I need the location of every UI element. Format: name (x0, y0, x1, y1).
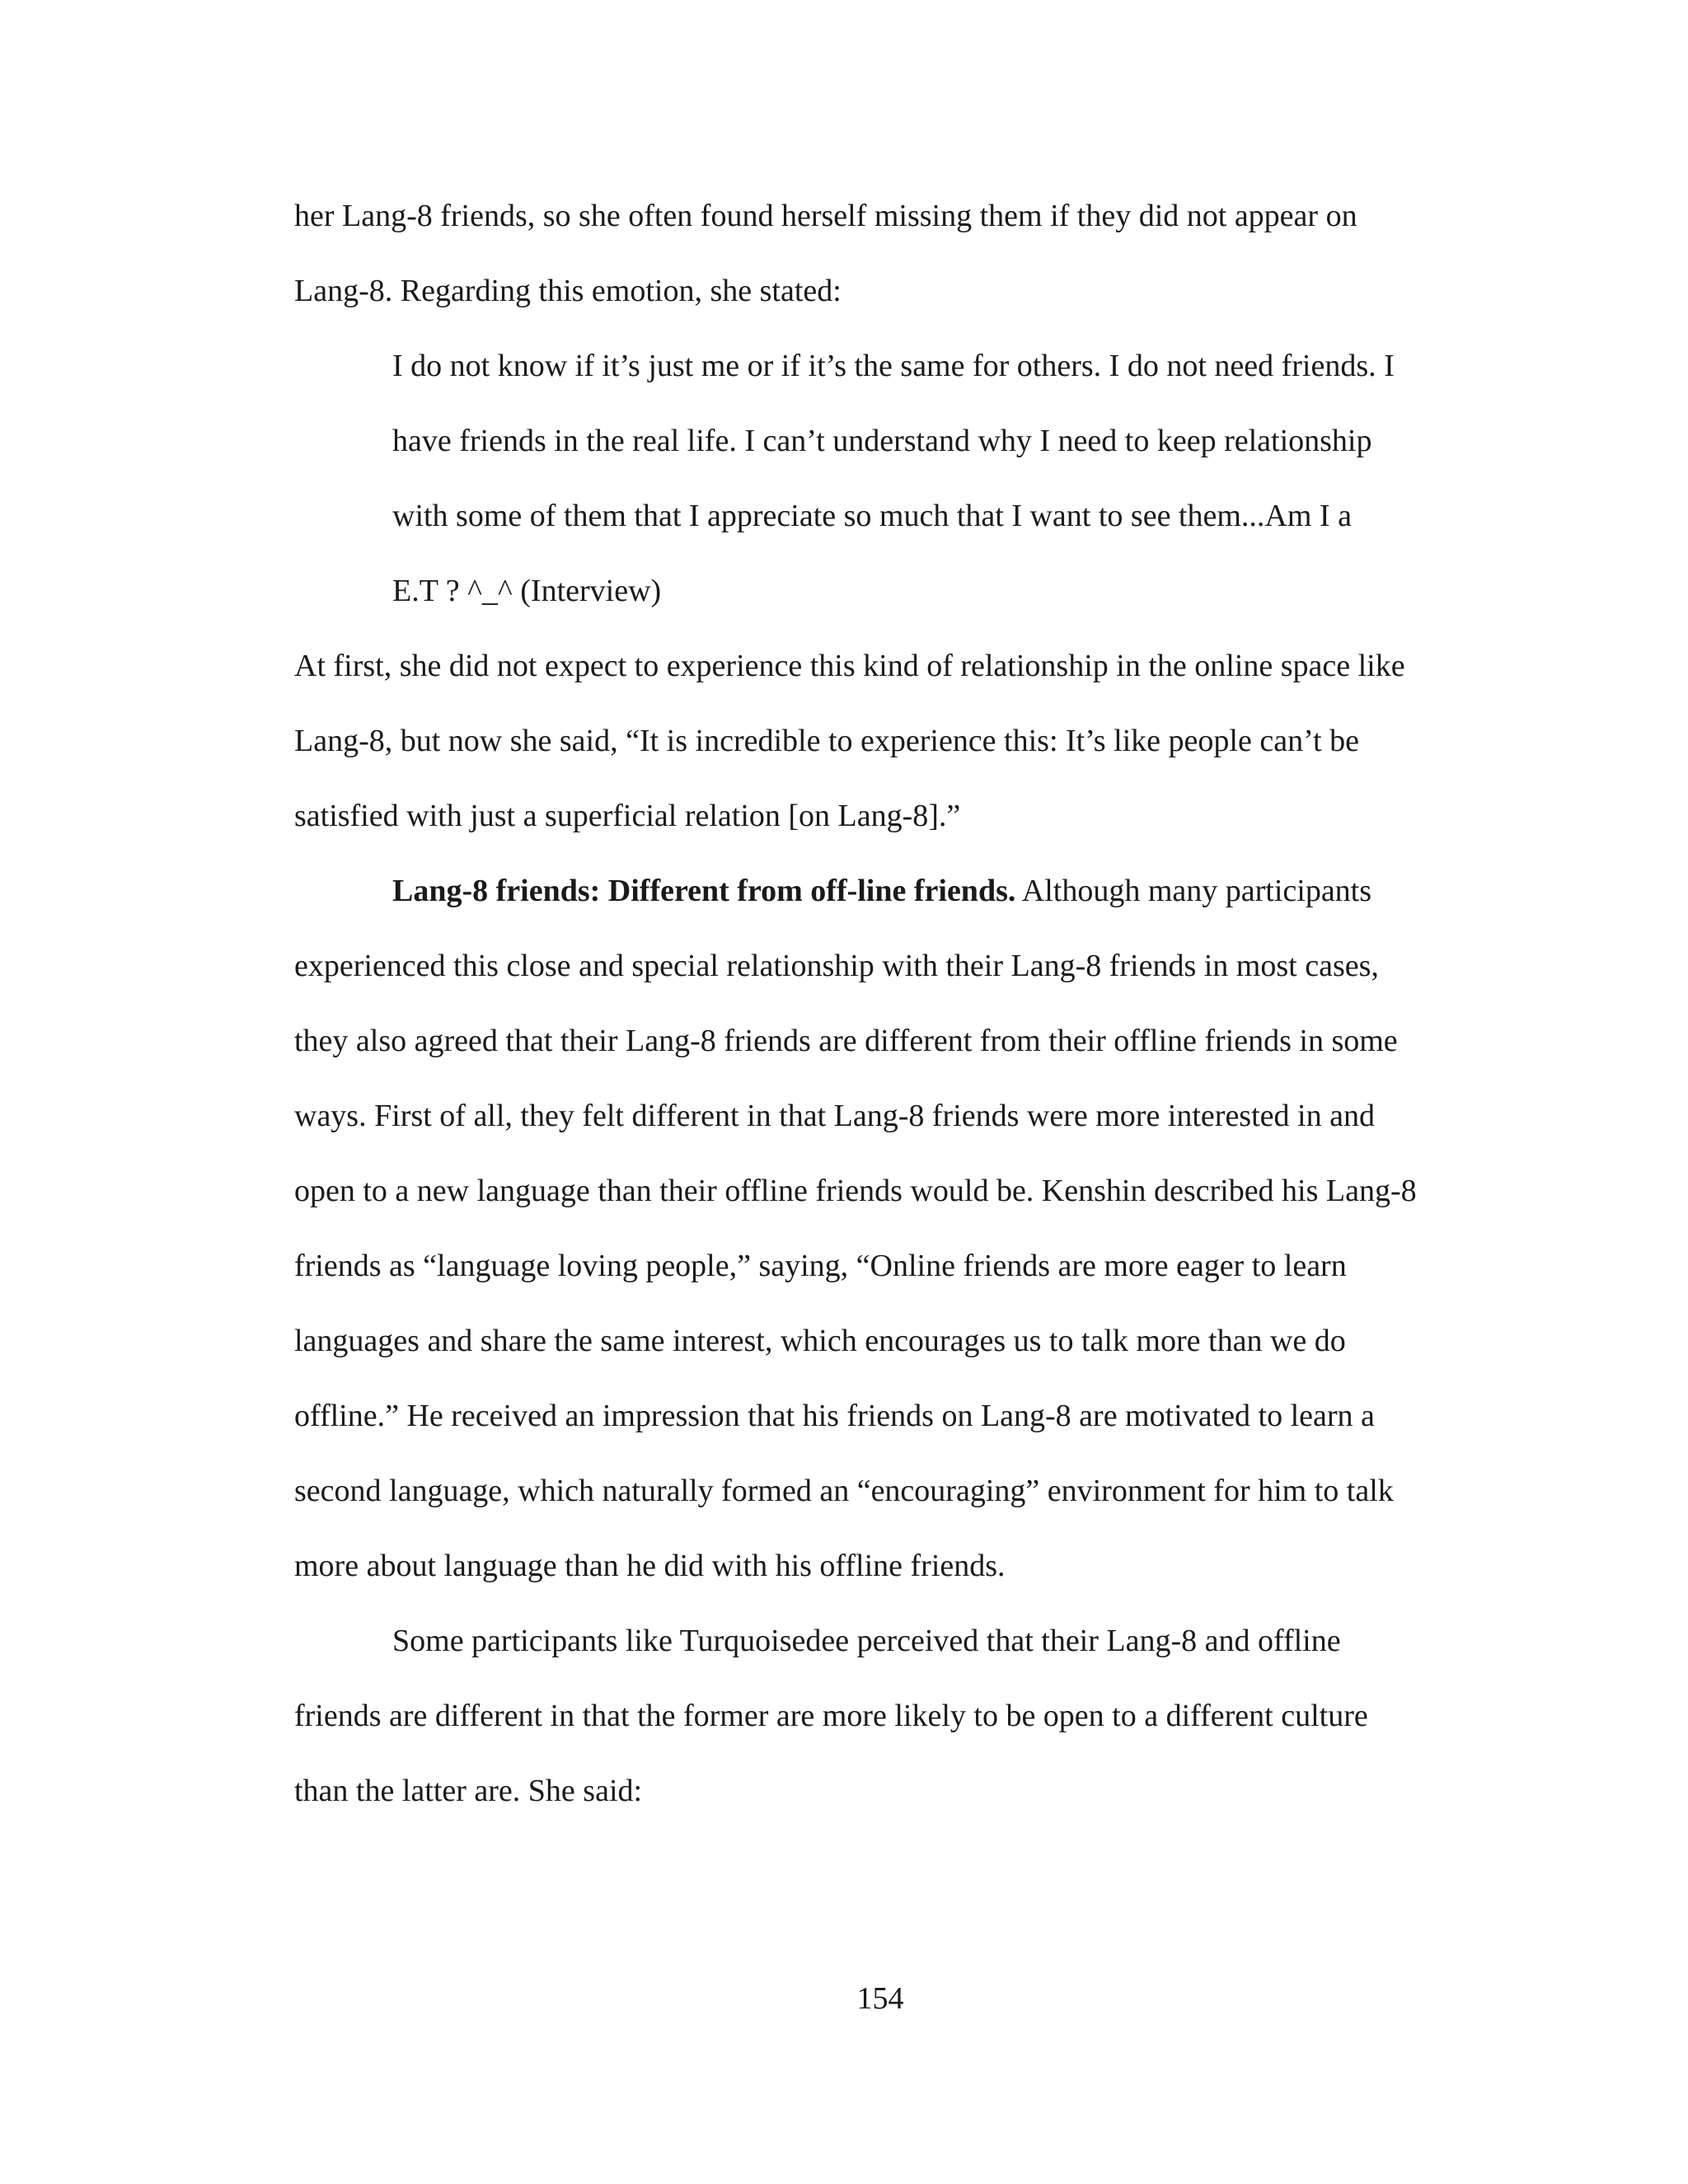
text-line: offline.” He received an impression that his friends on Lang-8 are motivated to learn a (294, 1399, 1375, 1433)
text-run: Although many participants (1015, 874, 1372, 908)
text-line: friends are different in that the former are more likely to be open to a different culture (294, 1699, 1368, 1733)
text-line: they also agreed that their Lang-8 friends are different from their offline friends in some (294, 1024, 1398, 1058)
block-quote-line: I do not know if it’s just me or if it’s the same for others. I do not need friends. I (392, 349, 1395, 383)
page-number: 154 (856, 1981, 904, 2016)
section-heading: Lang-8 friends: Different from off-line friends. (392, 874, 1016, 908)
text-line: than the latter are. She said: (294, 1774, 643, 1808)
text-line: second language, which naturally formed an “encouraging” environment for him to talk (294, 1474, 1394, 1508)
text-line: her Lang-8 friends, so she often found herself missing them if they did not appear on (294, 199, 1357, 233)
block-quote-line: have friends in the real life. I can’t understand why I need to keep relationship (392, 424, 1372, 458)
text-line: Lang-8. Regarding this emotion, she stated: (294, 274, 842, 308)
text-line: experienced this close and special relationship with their Lang-8 friends in most cases, (294, 949, 1379, 983)
block-quote-line: with some of them that I appreciate so much that I want to see them...Am I a (392, 499, 1352, 533)
paragraph-first-line (392, 872, 1372, 910)
text-line: languages and share the same interest, which encourages us to talk more than we do (294, 1324, 1346, 1358)
text-line: At first, she did not expect to experience this kind of relationship in the online space like (294, 649, 1405, 683)
text-line: open to a new language than their offline friends would be. Kenshin described his Lang-8 (294, 1174, 1417, 1208)
text-line: Lang-8, but now she said, “It is incredible to experience this: It’s like people can’t be (294, 724, 1359, 758)
text-line: friends as “language loving people,” saying, “Online friends are more eager to learn (294, 1249, 1347, 1283)
text-line: ways. First of all, they felt different in that Lang-8 friends were more interested in and (294, 1099, 1375, 1133)
block-quote-line: E.T ? ^_^ (Interview) (392, 574, 662, 608)
text-line: more about language than he did with his offline friends. (294, 1549, 1006, 1583)
paragraph-first-line: Some participants like Turquoisedee perceived that their Lang-8 and offline (392, 1624, 1341, 1658)
text-line: satisfied with just a superficial relation [on Lang-8].” (294, 799, 961, 833)
